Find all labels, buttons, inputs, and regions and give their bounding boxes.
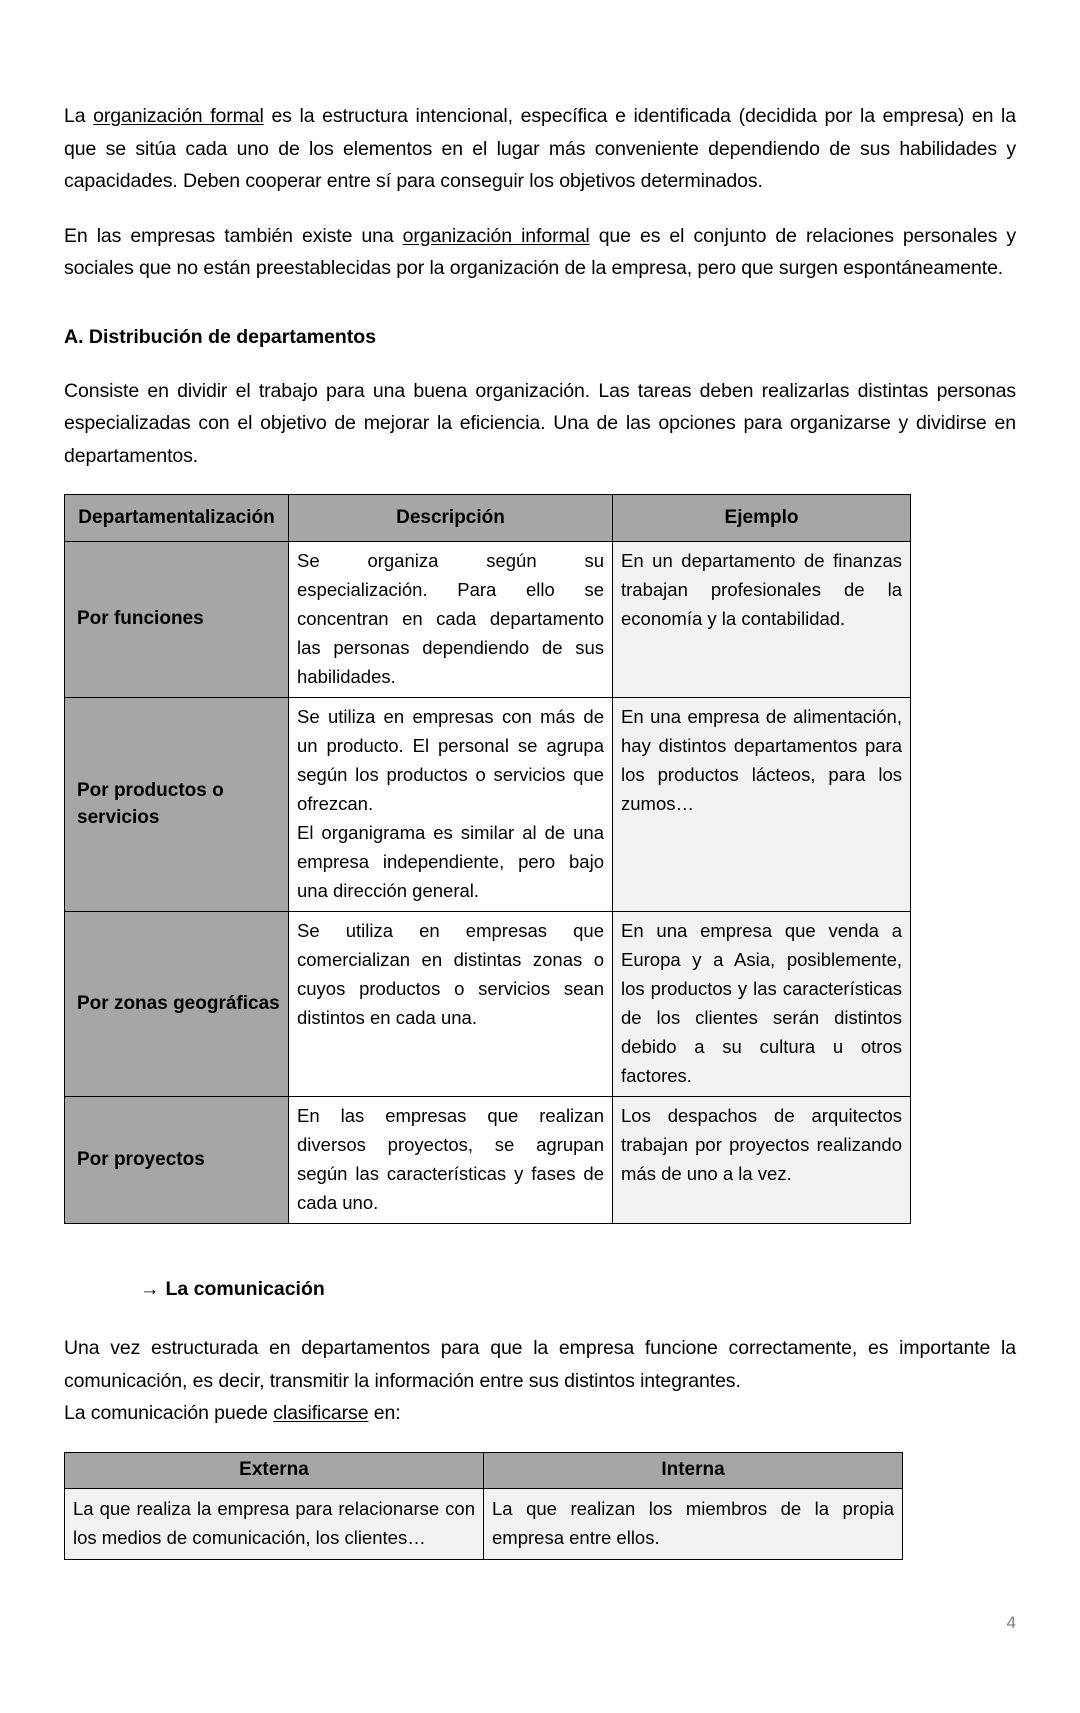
column-header-ejemplo: Ejemplo xyxy=(613,495,911,542)
table-row xyxy=(65,1097,911,1224)
paragraph-organizacion-informal xyxy=(64,220,1016,285)
paragraph-text-segment: La comunicación puede xyxy=(64,1402,274,1424)
description-paragraph-2: El organigrama es similar al de una empresa independiente, pero bajo una dirección general. xyxy=(297,822,604,901)
cell-example-por-proyectos: Los despachos de arquitectos trabajan por proyectos realizando más de uno a la vez. xyxy=(613,1097,911,1224)
paragraph-organizacion-formal xyxy=(64,100,1016,198)
table-row xyxy=(65,698,911,912)
paragraph-consiste-dividir: Consiste en dividir el trabajo para una buena organización. Las tareas deben realizarlas distintas personas especializadas con el objetivo de mejorar la eficiencia. Una de las opciones para organizarse y dividirse en departamentos. xyxy=(64,379,1016,467)
paragraph-text-segment: en: xyxy=(368,1402,401,1424)
cell-description-por-zonas: Se utiliza en empresas que comercializan en distintas zonas o cuyos productos o servicios sean distintos en cada una. xyxy=(289,912,613,1097)
column-header-interna: Interna xyxy=(484,1452,903,1488)
column-header-externa: Externa xyxy=(65,1452,484,1488)
cell-description-por-funciones: Se organiza según su especialización. Para ello se concentran en cada departamento las personas dependiendo de sus habilidades. xyxy=(289,542,613,698)
departmentalization-table xyxy=(64,494,911,1224)
cell-category-por-funciones: Por funciones xyxy=(65,542,289,698)
underlined-term-organizacion-formal: organización formal xyxy=(93,105,264,127)
paragraph-una-vez-estructurada xyxy=(64,1332,1016,1397)
paragraph-text-segment: En las empresas también existe una xyxy=(64,224,403,247)
subsection-heading-label: La comunicación xyxy=(165,1278,325,1300)
paragraph-text-segment: es la estructura intencional, específica e identificada (decidida por la empresa) en la que se sitúa cada uno de los elementos en el lugar más conveniente dependiendo de sus habilidades y capacidades. Deben cooperar entre sí para conseguir los objetivos determinados. xyxy=(64,105,1016,192)
table-header-row xyxy=(65,1452,903,1488)
cell-externa-description: La que realiza la empresa para relacionarse con los medios de comunicación, los clientes… xyxy=(65,1488,484,1559)
description-paragraph-1: Se utiliza en empresas con más de un producto. El personal se agrupa según los productos o servicios que ofrezcan. xyxy=(297,706,604,814)
cell-example-por-funciones: En un departamento de finanzas trabajan profesionales de la economía y la contabilidad. xyxy=(613,542,911,698)
cell-example-por-zonas: En una empresa que venda a Europa y a Asia, posiblemente, los productos y las características de los clientes serán distintos debido a su cultura u otros factores. xyxy=(613,912,911,1097)
communication-table xyxy=(64,1452,903,1560)
table-header-row xyxy=(65,495,911,542)
underlined-term-clasificarse: clasificarse xyxy=(273,1402,369,1424)
column-header-departamentalizacion: Departamentalización xyxy=(65,495,289,542)
cell-description-por-proyectos: En las empresas que realizan diversos proyectos, se agrupan según las características y fases de cada uno. xyxy=(289,1097,613,1224)
table-row xyxy=(65,912,911,1097)
table-row xyxy=(65,1488,903,1559)
paragraph-text-segment: La xyxy=(64,105,94,127)
cell-category-por-proyectos: Por proyectos xyxy=(65,1097,289,1224)
arrow-right-icon: → xyxy=(140,1278,160,1300)
section-heading-distribucion: A. Distribución de departamentos xyxy=(64,325,377,348)
paragraph-text-segment: Una vez estructurada en departamentos para que la empresa funcione correctamente, es importante la comunicación, es decir, transmitir la información entre sus distintos integrantes. xyxy=(64,1337,1016,1392)
cell-category-por-zonas: Por zonas geográficas xyxy=(65,912,289,1097)
page-number: 4 xyxy=(1006,1613,1016,1632)
paragraph-clasificarse xyxy=(64,1397,1016,1430)
table-row xyxy=(65,542,911,698)
underlined-term-organizacion-informal: organización informal xyxy=(402,224,590,247)
cell-description-por-productos xyxy=(289,698,613,912)
cell-category-por-productos: Por productos o servicios xyxy=(65,698,289,912)
subsection-heading-la-comunicacion xyxy=(64,1276,1016,1302)
paragraph-text-segment: que es el conjunto de relaciones personales y sociales que no están preestablecidas por la organización de la empresa, pero que surgen espontáneamente. xyxy=(64,224,1016,279)
cell-example-por-productos: En una empresa de alimentación, hay distintos departamentos para los productos lácteos, para los zumos… xyxy=(613,698,911,912)
cell-interna-description: La que realizan los miembros de la propia empresa entre ellos. xyxy=(484,1488,903,1559)
column-header-descripcion: Descripción xyxy=(289,495,613,542)
